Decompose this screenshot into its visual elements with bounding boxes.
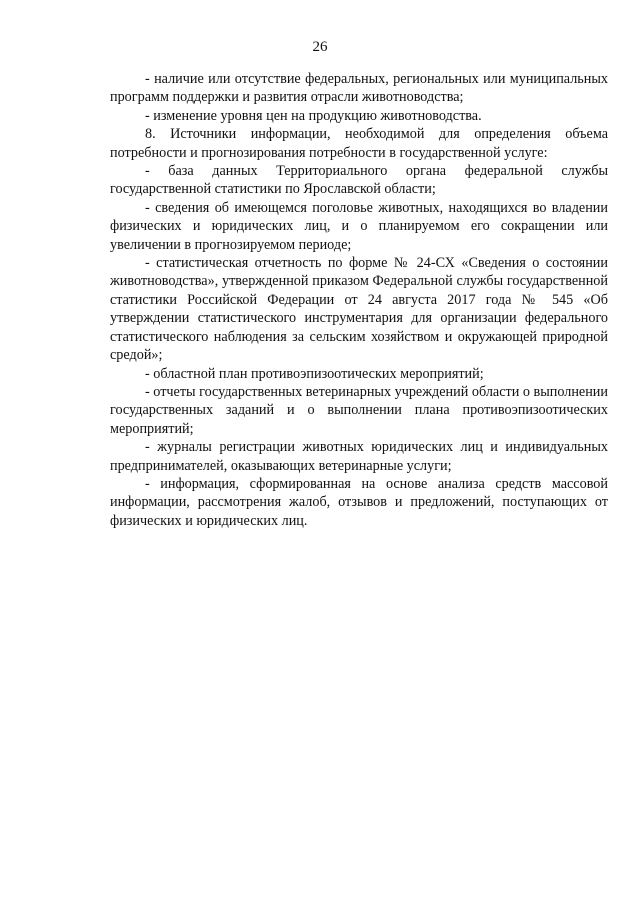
paragraph-veterinary-reports: - отчеты государственных ветеринарных учреждений области о выполнении государственных заданий и о выполнении плана противоэпизоотических мероприятий;: [110, 383, 608, 437]
paragraph-price-change: - изменение уровня цен на продукцию животноводства.: [145, 107, 482, 124]
paragraph-media-analysis: - информация, сформированная на основе анализа средств массовой информации, рассмотрения жалоб, отзывов и предложений, поступающих от физических и юридических лиц.: [110, 475, 608, 529]
paragraph-statistical-report: - статистическая отчетность по форме № 24-СХ «Сведения о состоянии животноводства», утвержденной приказом Федеральной службы государственной статистики Российской Федерации от 24 августа 2017 года № 545 «Об утверждении статистического инструментария для организации федерального статистического наблюдения за сельским хозяйством и окружающей природной средой»;: [110, 255, 608, 364]
page-number: 26: [312, 39, 328, 55]
paragraph-registration-journals: - журналы регистрации животных юридических лиц и индивидуальных предпринимателей, оказывающих ветеринарные услуги;: [110, 439, 608, 474]
paragraph-regional-plan: - областной план противоэпизоотических мероприятий;: [145, 365, 484, 382]
paragraph-statistics-database: - база данных Территориального органа федеральной службы государственной статистики по Ярославской области;: [110, 163, 608, 198]
document-body: [110, 70, 608, 530]
paragraph-livestock-data: - сведения об имеющемся поголовье животных, находящихся во владении физических и юридических лиц, и о планируемом его сокращении или увеличении в прогнозируемом периоде;: [110, 199, 608, 253]
paragraph-information-sources: 8. Источники информации, необходимой для определения объема потребности и прогнозирования потребности в государственной услуге:: [110, 126, 608, 161]
paragraph-federal-programs: - наличие или отсутствие федеральных, региональных или муниципальных программ поддержки и развития отрасли животноводства;: [110, 71, 608, 106]
